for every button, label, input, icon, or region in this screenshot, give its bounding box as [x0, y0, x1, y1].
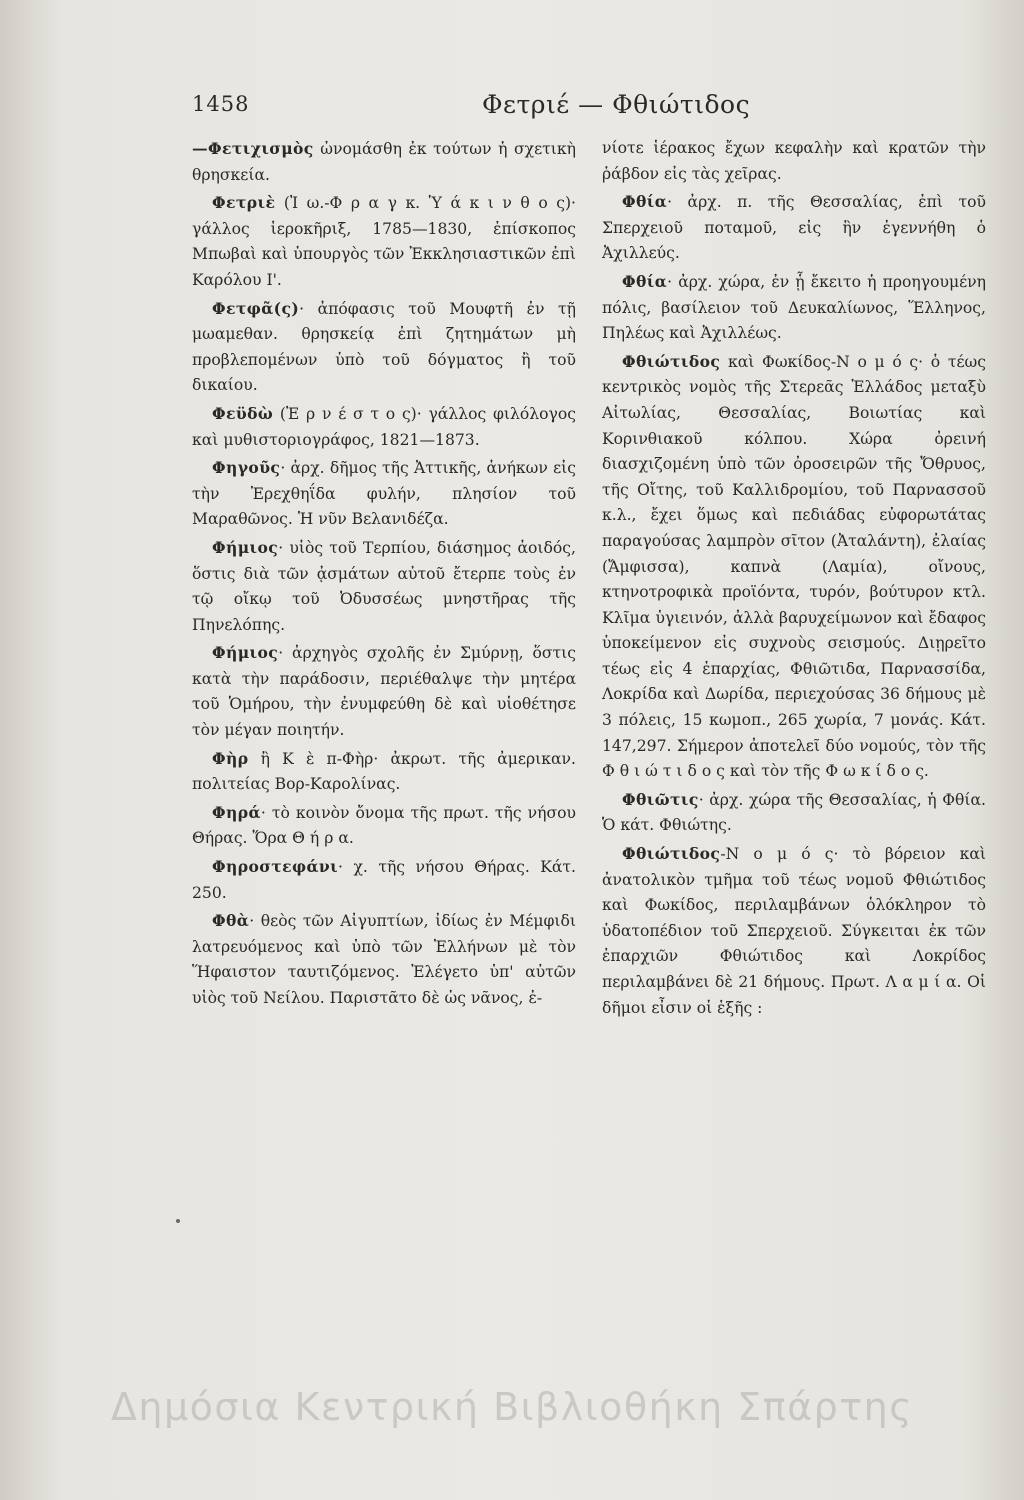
- entry-headword: Φηροστεφάνι: [212, 857, 339, 877]
- dictionary-entry: [192, 854, 576, 906]
- dictionary-entry: [602, 787, 986, 839]
- entry-headword: Φεϋδὼ: [212, 403, 274, 423]
- dictionary-entry: [192, 800, 576, 852]
- entry-text: · ἀρχηγὸς σχολῆς ἐν Σμύρνῃ, ὅστις κατὰ τὴν παράδοσιν, περιέθαλψε τὴν μητέρα τοῦ Ὁμήρου, τὴν ἐνυμφεύθη δὲ καὶ υἱοθέτησε τὸν μέγαν ποιητήν.: [192, 644, 576, 740]
- entry-text: · θεὸς τῶν Αἰγυπτίων, ἰδίως ἐν Μέμφιδι λατρευόμενος καὶ ὑπὸ τῶν Ἑλλήνων μὲ τὸν Ἥφαιστον ταυτιζόμενος. Ἐλέγετο ὑπ' αὐτῶν υἱὸς τοῦ Νείλου. Παριστᾶτο δὲ ὡς νᾶνος, ἐ-: [192, 912, 576, 1007]
- dictionary-entry: [192, 908, 576, 1011]
- entry-headword: —Φετιχισμὸς: [192, 139, 314, 158]
- entry-headword: Φήμιος: [212, 537, 279, 557]
- running-head: Φετριέ — Φθιώτιδος: [482, 90, 751, 119]
- entry-text: καὶ Φωκίδος-Ν ο μ ό ς· ὁ τέως κεντρικὸς νομὸς τῆς Στερεᾶς Ἑλλάδος μεταξὺ Αἰτωλίας, Θεσσαλίας, Βοιωτίας καὶ Κορινθιακοῦ κόλπου. Χώρα ὀρεινή διασχιζομένη ὑπὸ τῶν ὀροσειρῶν τῆς Ὄθρυος, τῆς Οἴτης, τοῦ Καλλιδρομίου, τοῦ Παρνασσοῦ κ.λ., ἔχει ὅμως καὶ πεδιάδας εὐφορωτάτας παραγούσας λαμπρὸν σῖτον (Ἀταλάντη), ἐλαίας (Ἄμφισσα), καπνὰ (Λαμία), οἴνους, κτηνοτροφικὰ προϊόντα, τυρόν, βούτυρον κτλ. Κλῖμα ὑγιεινόν, ἀλλὰ βαρυχείμωνον καὶ ἔδαφος ὑποκείμενον εἰς συχνοὺς σεισμούς. Διῃρεῖτο τέως εἰς 4 ἐπαρχίας, Φθιῶτιδα, Παρνασσίδα, Λοκρίδα καὶ Δωρίδα, περιεχούσας 36 δήμους μὲ 3 πόλεις, 15 κωμοπ., 265 χωρία, 7 μονάς. Κάτ. 147,297. Σήμερον ἀποτελεῖ δύο νομούς, τὸν τῆς Φ θ ι ώ τ ι δ ο ς καὶ τὸν τῆς Φ ω κ ί δ ο ς.: [602, 352, 986, 781]
- entry-text: -Ν ο μ ό ς· τὸ βόρειον καὶ ἀνατολικὸν τμῆμα τοῦ τέως νομοῦ Φθιώτιδος καὶ Φωκίδος, περιλαμβάνων ὁλόκληρον τὸ ὑδατοπέδιον τοῦ Σπερχειοῦ. Σύγκειται ἐκ τῶν ἐπαρχιῶν Φθιώτιδος καὶ Λοκρίδος περιλαμβάνει δὲ 21 δήμους. Πρωτ. Λ α μ ί α. Οἱ δῆμοι εἶσιν οἱ ἑξῆς :: [602, 845, 986, 1017]
- entry-text: ὠνομάσθη ἐκ τούτων ἡ σχετικὴ θρησκεία.: [192, 140, 576, 184]
- entry-headword: Φετριὲ: [212, 193, 276, 213]
- left-column: [192, 136, 576, 1014]
- margin-dot: [176, 1219, 180, 1223]
- right-column: [602, 136, 986, 1023]
- entry-headword: Φηγοῦς: [212, 458, 281, 478]
- entry-text: νίοτε ἱέρακος ἔχων κεφαλὴν καὶ κρατῶν τὴν ῥάβδον εἰς τὰς χεῖρας.: [602, 139, 986, 183]
- dictionary-entry: [192, 535, 576, 638]
- entry-headword: Φηρά: [212, 802, 261, 822]
- entry-text: · χ. τῆς νήσου Θήρας. Κάτ. 250.: [192, 858, 576, 902]
- dictionary-entry: [602, 136, 986, 187]
- library-watermark: Δημόσια Κεντρική Βιβλιοθήκη Σπάρτης: [110, 1385, 914, 1429]
- entry-text: · ἀρχ. χώρα τῆς Θεσσαλίας, ἡ Φθία. Ὁ κάτ. Φθιώτης.: [602, 790, 986, 835]
- dictionary-entry: [192, 136, 576, 188]
- dictionary-entry: [192, 190, 576, 293]
- entry-text: · τὸ κοινὸν ὄνομα τῆς πρωτ. τῆς νήσου Θήρας. Ὅρα Θ ή ρ α.: [192, 803, 576, 848]
- entry-headword: Φθιώτιδος: [622, 351, 721, 371]
- dictionary-entry: [192, 746, 576, 798]
- dictionary-entry: [602, 269, 986, 347]
- dictionary-entry: [192, 401, 576, 453]
- dictionary-entry: [602, 189, 986, 267]
- dictionary-entry: [602, 349, 986, 785]
- entry-text: · ἀρχ. δῆμος τῆς Ἀττικῆς, ἀνήκων εἰς τὴν Ἐρεχθηΐδα φυλήν, πλησίον τοῦ Μαραθῶνος. Ἡ νῦν Βελανιδέζα.: [192, 459, 576, 529]
- entry-headword: Φθιώτιδος: [622, 844, 721, 864]
- dictionary-entry: [192, 455, 576, 533]
- entry-headword: Φθὰ: [212, 911, 250, 931]
- entry-text: ἢ Κ ὲ π-Φὴρ· ἀκρωτ. τῆς ἀμερικαν. πολιτείας Βορ-Καρολίνας.: [192, 749, 576, 794]
- page-header: [192, 92, 812, 132]
- entry-headword: Φθιῶτις: [622, 789, 699, 809]
- entry-text: (Ἰ ω.-Φ ρ α γ κ. Ὑ ά κ ι ν θ ο ς)· γάλλος ἱεροκῆριξ, 1785—1830, ἐπίσκοπος Μπωβαὶ καὶ ὑπουργὸς τῶν Ἐκκλησιαστικῶν ἐπὶ Καρόλου Ι'.: [192, 194, 576, 289]
- entry-text: · ἀρχ. χώρα, ἐν ᾗ ἔκειτο ἡ προηγουμένη πόλις, βασίλειον τοῦ Δευκαλίωνος, Ἕλληνος, Πηλέως καὶ Ἀχιλλέως.: [602, 272, 986, 343]
- entry-headword: Φὴρ: [212, 748, 249, 768]
- dictionary-entry: [192, 296, 576, 399]
- entry-headword: Φήμιος: [212, 643, 279, 663]
- dictionary-entry: [602, 841, 986, 1021]
- entry-headword: Φετφᾶ(ς): [212, 298, 300, 318]
- page-number: 1458: [192, 92, 250, 116]
- entry-text: · υἱὸς τοῦ Τερπίου, διάσημος ἀοιδός, ὅστις διὰ τῶν ᾀσμάτων αὐτοῦ ἔτερπε τοὺς ἐν τῷ οἴκῳ τοῦ Ὀδυσσέως μνηστῆρας τῆς Πηνελόπης.: [192, 538, 576, 634]
- entry-text: · ἀρχ. π. τῆς Θεσσαλίας, ἐπὶ τοῦ Σπερχειοῦ ποταμοῦ, εἰς ἣν ἐγεννήθη ὁ Ἀχιλλεύς.: [602, 193, 986, 263]
- entry-text: · ἀπόφασις τοῦ Μουφτῆ ἐν τῇ μωαμεθαν. θρησκείᾳ ἐπὶ ζητημάτων μὴ προβλεπομένων ὑπὸ τοῦ δόγματος ἢ τοῦ δικαίου.: [192, 299, 576, 395]
- entry-headword: Φθία: [622, 192, 668, 212]
- entry-text: (Ἐ ρ ν έ σ τ ο ς)· γάλλος φιλόλογος καὶ μυθιστοριογράφος, 1821—1873.: [192, 404, 576, 449]
- dictionary-entry: [192, 640, 576, 743]
- entry-headword: Φθία: [622, 271, 668, 291]
